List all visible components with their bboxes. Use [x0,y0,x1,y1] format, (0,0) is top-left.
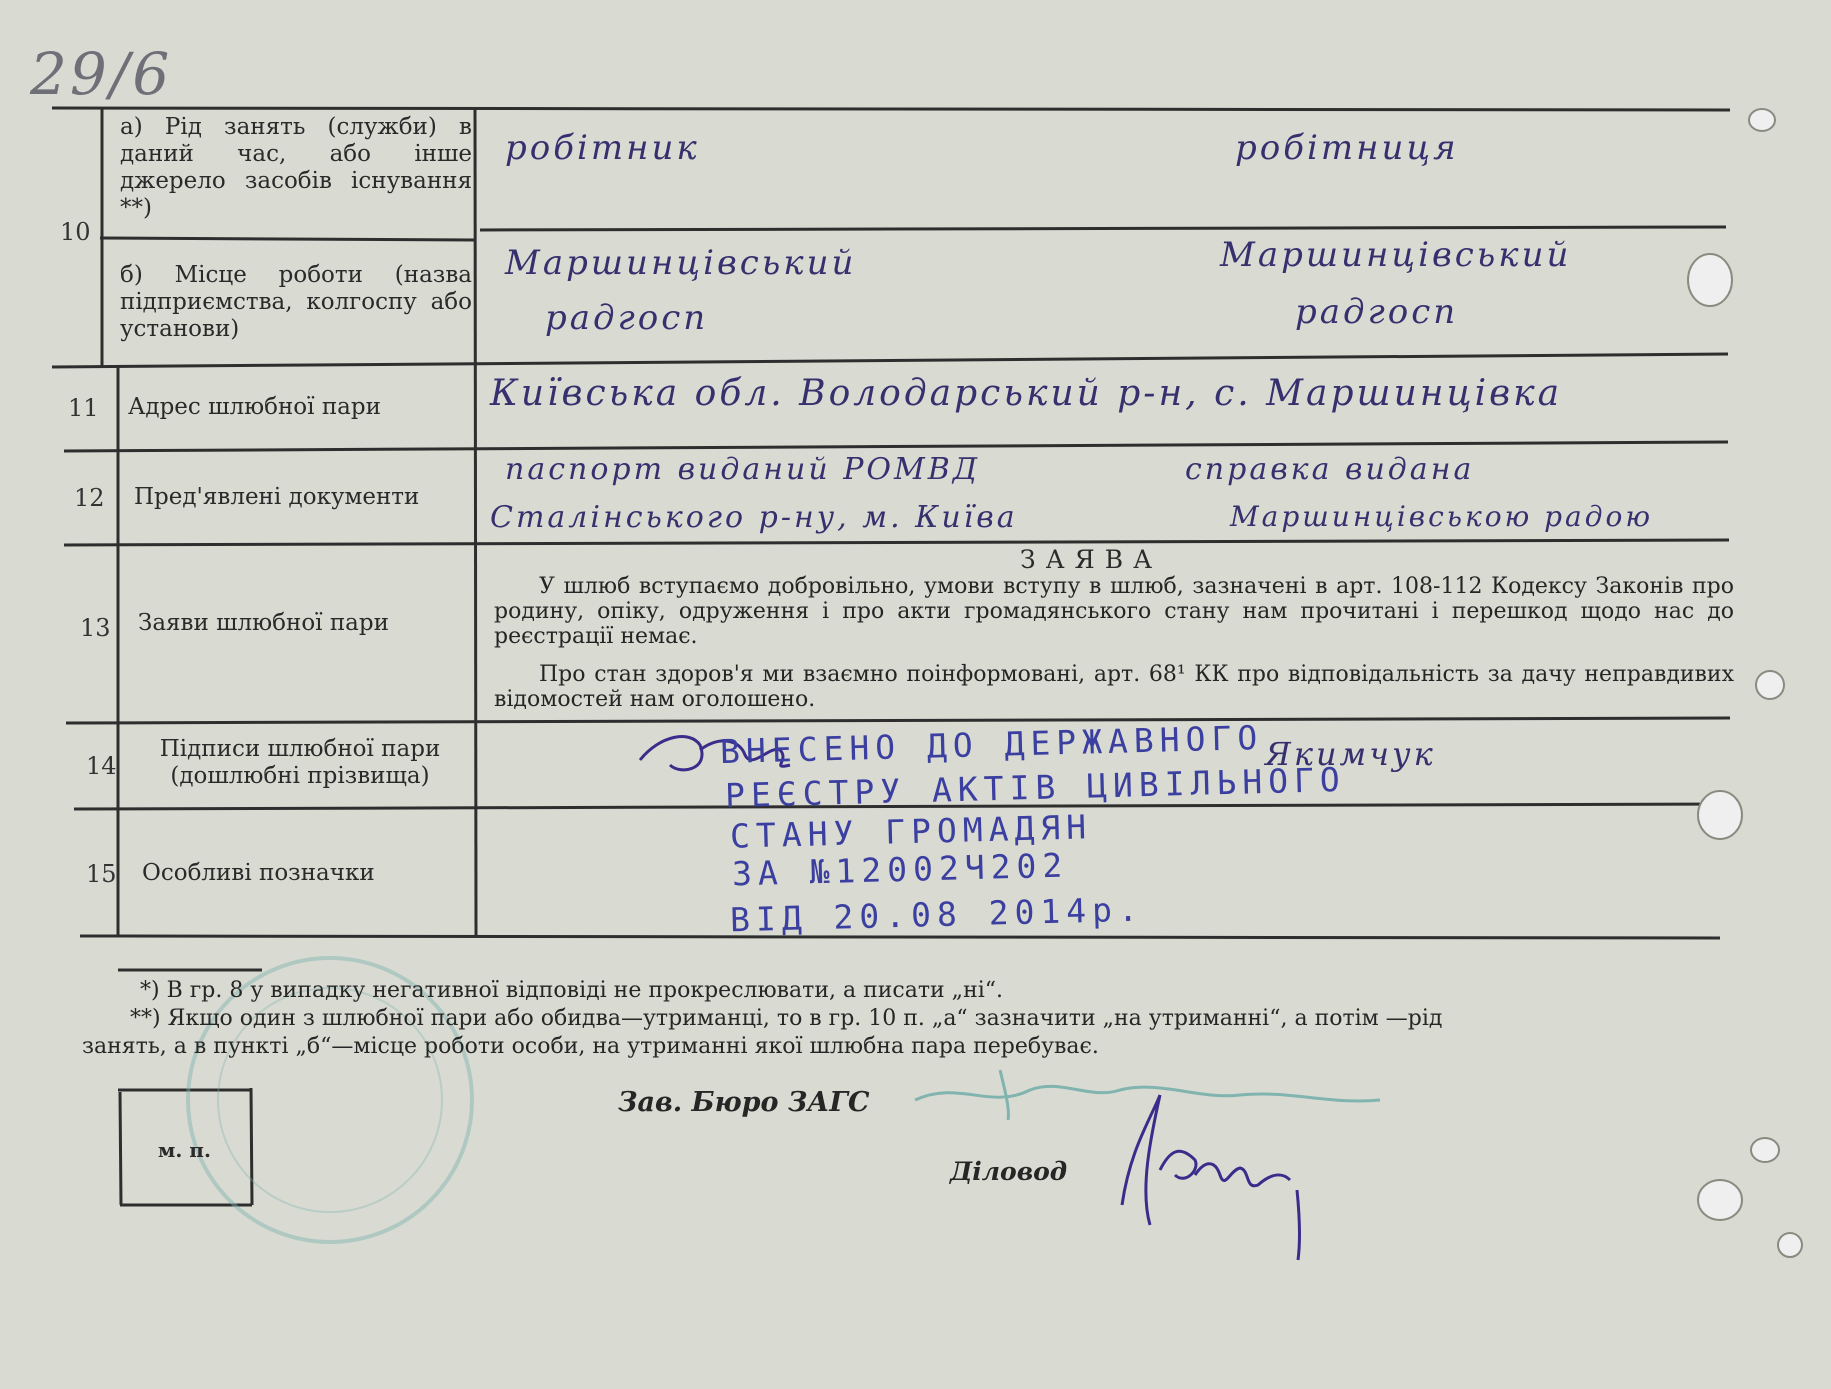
declaration-heading: ЗАЯВА [1020,545,1163,574]
head-of-zags-label: Зав. Бюро ЗАГС [618,1087,870,1118]
handwritten-workplace-bride-line1: Маршинцівський [1220,235,1572,275]
declaration-paragraph-1: У шлюб вступаємо добровільно, умови вступу в шлюб, зазначені в арт. 108-112 Кодексу Законів про родину, опіку, одруження і про акти громадянського стану нам прочитані і перешкод щодо нас до реєстрації немає. [494,574,1734,649]
handwritten-documents-bride-line2: Маршинцівською радою [1230,500,1654,533]
declaration-paragraph-2: Про стан здоров'я ми взаємно поінформовані, арт. 68¹ КК про відповідальність за дачу неправдивих відомостей нам оголошено. [494,662,1734,712]
handwritten-occupation-bride: робітниця [1235,128,1459,168]
row-label-address: Адрес шлюбної пари [128,394,381,420]
handwritten-workplace-groom-line1: Маршинцівський [505,243,857,283]
row-label-occupation: а) Рід занять (служби) в даний час, або інше джерело засобів існування **) [120,114,472,221]
registry-stamp-line-1: ВНЕСЕНО ДО ДЕРЖАВНОГО [719,717,1264,772]
seal-place-label: м. п. [158,1138,211,1162]
registry-stamp-date: ВІД 20.08 2014р. [729,889,1145,940]
row-number: 11 [68,394,99,422]
handwritten-workplace-groom-line2: радгосп [545,298,709,338]
clerk-label: Діловод [950,1157,1068,1186]
handwritten-documents-groom-line2: Сталінського р-ну, м. Київа [490,500,1018,535]
registry-stamp-line-2: РЕЄСТРУ АКТІВ ЦИВІЛЬНОГО [724,759,1347,816]
handwritten-documents-groom-line1: паспорт виданий РОМВД [505,452,981,487]
row-number: 13 [80,614,111,642]
row-number: 12 [74,484,105,512]
row-number: 15 [86,860,117,888]
archive-sheet-number: 29/6 [30,40,173,108]
registry-stamp-number: ЗА №12002Ч202 [731,845,1069,894]
footnote-1: *) В гр. 8 у випадку негативної відповіді не прокреслювати, а писати „ні“. [140,978,1004,1003]
handwritten-documents-bride-line1: справка видана [1185,452,1475,487]
footnote-2: **) Якщо один з шлюбної пари або обидва—утриманці, то в гр. 10 п. „а“ зазначити „на утриманні“, а потім —рід [130,1006,1443,1031]
row-label-special-notes: Особливі позначки [142,860,375,886]
row-label-workplace: б) Місце роботи (назва підприємства, колгоспу або установи) [120,262,472,342]
row-number: 14 [86,752,117,780]
footnote-2-continuation: занять, а в пункті „б“—місце роботи особи, на утриманні якої шлюбна пара перебуває. [82,1034,1099,1059]
registry-stamp-line-3: СТАНУ ГРОМАДЯН [729,807,1093,856]
handwritten-workplace-bride-line2: радгосп [1295,292,1459,332]
row-label-declarations: Заяви шлюбної пари [138,610,389,636]
row-label-signatures: Підписи шлюбної пари (дошлюбні прізвища) [159,736,441,789]
handwritten-bride-surname: Якимчук [1265,735,1436,773]
row-label-documents: Пред'явлені документи [134,484,420,510]
handwritten-address: Київська обл. Володарський р-н, с. Маршинцівка [490,373,1563,414]
handwritten-occupation-groom: робітник [505,128,700,168]
row-number: 10 [60,218,91,246]
